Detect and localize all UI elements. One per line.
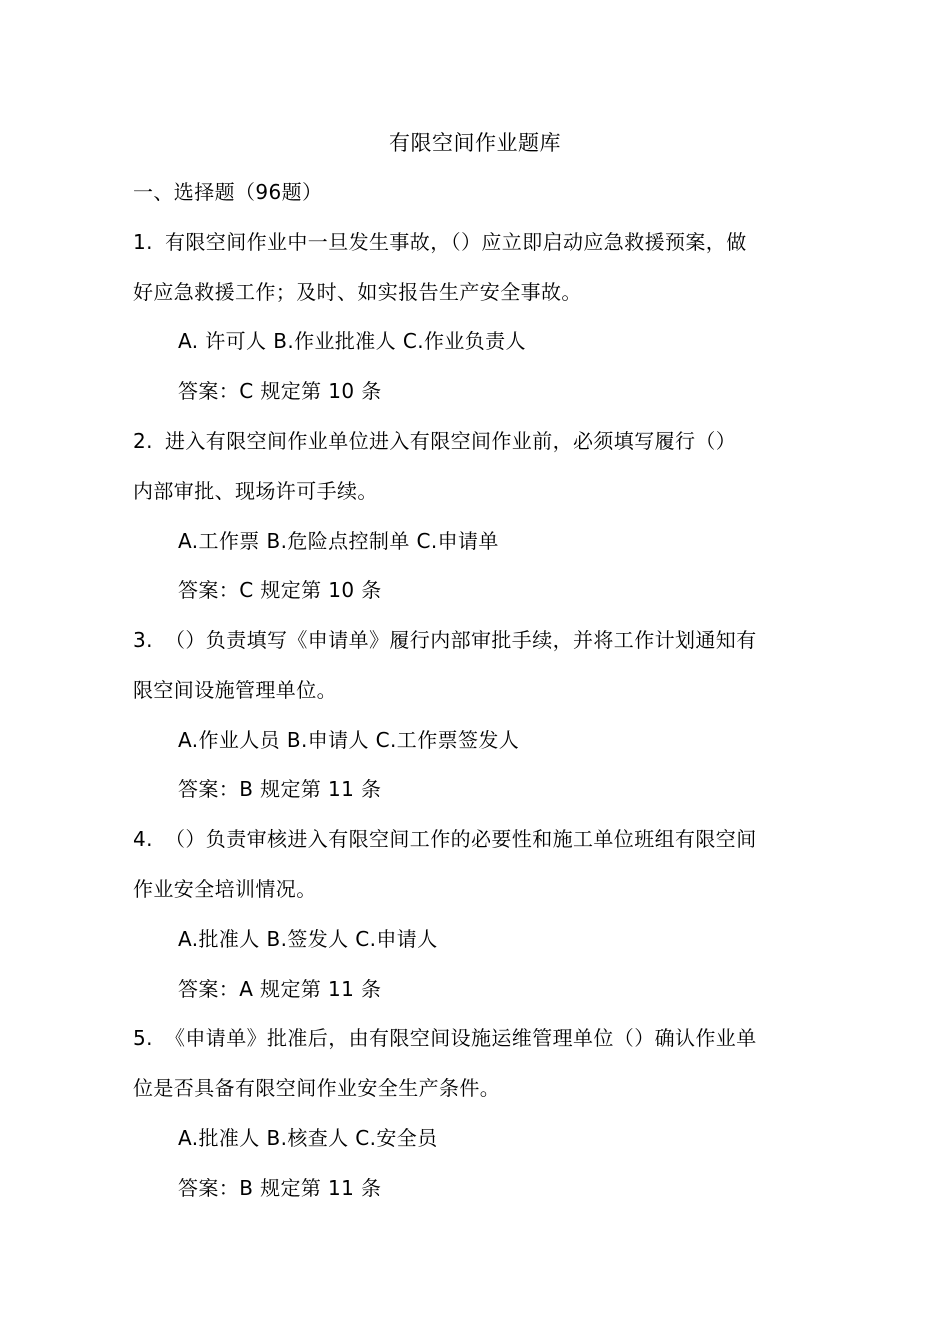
question-stem: 进入有限空间作业单位进入有限空间作业前，必须填写履行（） bbox=[165, 429, 737, 453]
answer-value: C 规定第 10 条 bbox=[239, 578, 382, 602]
section-heading: 一、选择题（96题） bbox=[133, 180, 323, 204]
question-5-answer bbox=[178, 1171, 381, 1205]
question-3-line-2: 限空间设施管理单位。 bbox=[133, 678, 337, 702]
question-number: 4. bbox=[133, 827, 153, 851]
question-stem: （）负责审核进入有限空间工作的必要性和施工单位班组有限空间 bbox=[165, 827, 757, 851]
question-3-options: A.作业人员 B.申请人 C.工作票签发人 bbox=[178, 728, 520, 752]
question-1-line-2: 好应急救援工作；及时、如实报告生产安全事故。 bbox=[133, 280, 582, 304]
question-1-line-1 bbox=[133, 225, 747, 259]
answer-label: 答案： bbox=[178, 578, 240, 602]
question-5-line-1 bbox=[133, 1021, 757, 1055]
question-5-options: A.批准人 B.核查人 C.安全员 bbox=[178, 1126, 438, 1150]
answer-label: 答案： bbox=[178, 1176, 240, 1200]
question-2-options: A.工作票 B.危险点控制单 C.申请单 bbox=[178, 529, 499, 553]
question-2-line-2: 内部审批、现场许可手续。 bbox=[133, 479, 378, 503]
question-2-line-1 bbox=[133, 424, 736, 458]
answer-value: C 规定第 10 条 bbox=[239, 379, 382, 403]
question-number: 1. bbox=[133, 230, 153, 254]
question-3-line-1 bbox=[133, 623, 757, 657]
question-number: 5. bbox=[133, 1026, 153, 1050]
question-4-line-2: 作业安全培训情况。 bbox=[133, 877, 317, 901]
document-title: 有限空间作业题库 bbox=[389, 131, 561, 155]
question-4-options: A.批准人 B.签发人 C.申请人 bbox=[178, 927, 438, 951]
answer-label: 答案： bbox=[178, 379, 240, 403]
answer-label: 答案： bbox=[178, 777, 240, 801]
question-stem: 有限空间作业中一旦发生事故，（）应立即启动应急救援预案，做 bbox=[165, 230, 747, 254]
answer-value: A 规定第 11 条 bbox=[239, 977, 382, 1001]
question-5-line-2: 位是否具备有限空间作业安全生产条件。 bbox=[133, 1076, 501, 1100]
answer-value: B 规定第 11 条 bbox=[239, 777, 382, 801]
question-stem: （）负责填写《申请单》履行内部审批手续，并将工作计划通知有 bbox=[165, 628, 757, 652]
question-1-options: A. 许可人 B.作业批准人 C.作业负责人 bbox=[178, 329, 526, 353]
question-4-answer bbox=[178, 972, 381, 1006]
question-number: 3. bbox=[133, 628, 153, 652]
answer-label: 答案： bbox=[178, 977, 240, 1001]
question-3-answer bbox=[178, 772, 381, 806]
question-4-line-1 bbox=[133, 822, 757, 856]
question-number: 2. bbox=[133, 429, 153, 453]
question-stem: 《申请单》批准后，由有限空间设施运维管理单位（）确认作业单 bbox=[165, 1026, 757, 1050]
answer-value: B 规定第 11 条 bbox=[239, 1176, 382, 1200]
question-2-answer bbox=[178, 573, 382, 607]
question-1-answer bbox=[178, 374, 382, 408]
